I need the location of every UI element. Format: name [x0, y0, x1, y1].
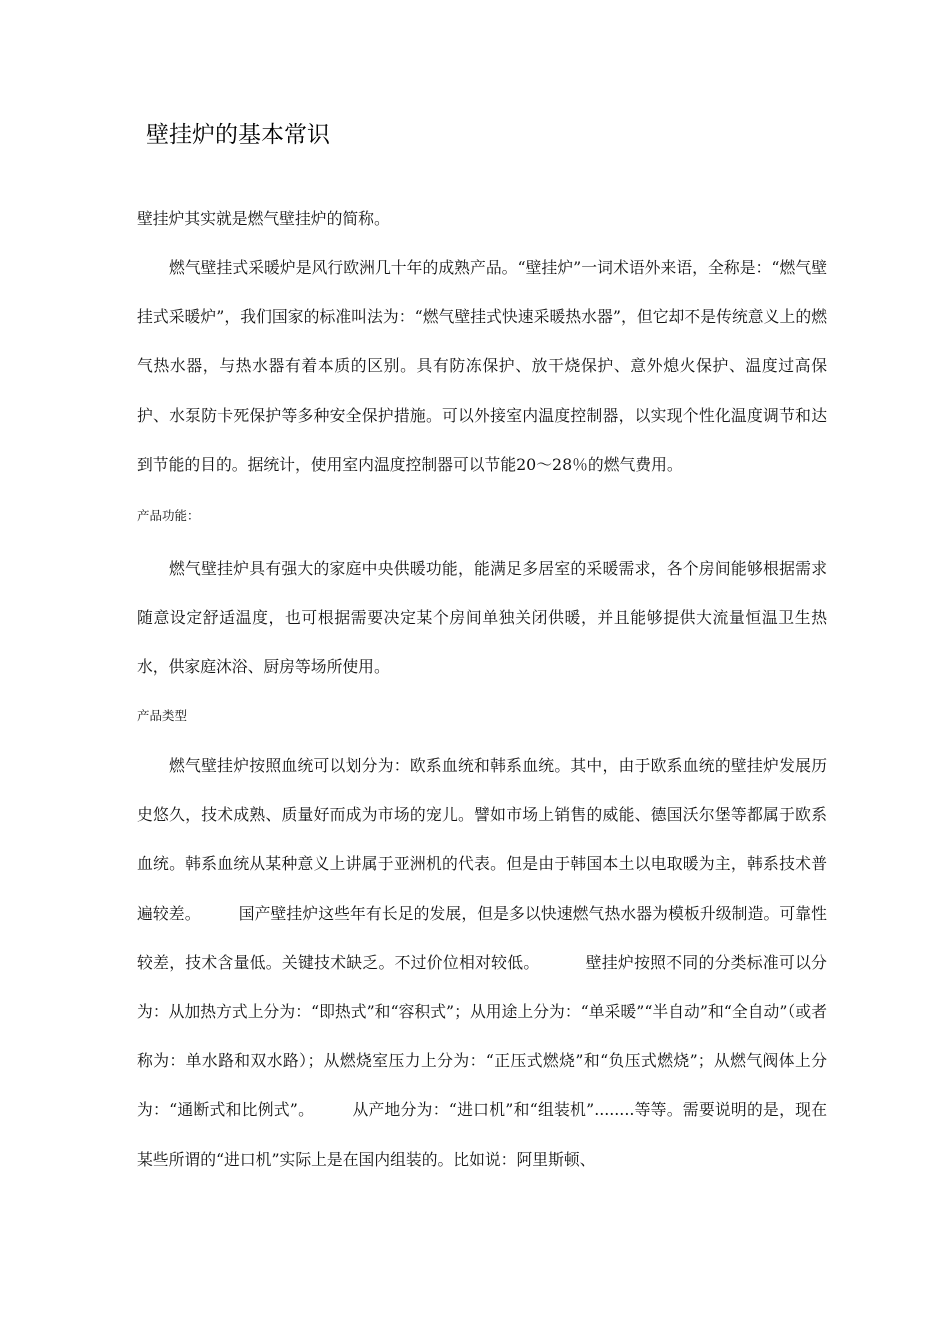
section-heading-product-type: 产品类型 — [137, 708, 188, 723]
document-title: 壁挂炉的基本常识 — [146, 122, 330, 148]
product-type-text-origin: 从产地分为：“进口机”和“组装机”........等等。需要说明的是，现在某些所谓的“进口机”实际上是在国内组装的。比如说：阿里斯顿、 — [137, 1100, 827, 1169]
product-type-text-domestic: 国产壁挂炉这些年有长足的发展，但是多以快速燃气热水器为模板升级制造。可靠性较差，技术含量低。关键技术缺乏。不过价位相对较低。 — [137, 903, 827, 972]
product-type-text-european-korean: 燃气壁挂炉按照血统可以划分为：欧系血统和韩系血统。其中，由于欧系血统的壁挂炉发展历史悠久，技术成熟、质量好而成为市场的宠儿。譬如市场上销售的威能、德国沃尔堡等都属于欧系血统。韩系血统从某种意义上讲属于亚洲机的代表。但是由于韩国本土以电取暖为主，韩系技术普遍较差。 — [137, 756, 827, 923]
section-heading-product-function: 产品功能： — [137, 508, 200, 523]
overview-paragraph: 燃气壁挂式采暖炉是风行欧洲几十年的成熟产品。“壁挂炉”一词术语外来语，全称是：“燃气壁挂式采暖炉”，我们国家的标准叫法为：“燃气壁挂式快速采暖热水器”，但它却不是传统意义上的燃气热水器，与热水器有着本质的区别。具有防冻保护、放干烧保护、意外熄火保护、温度过高保护、水泵防卡死保护等多种安全保护措施。可以外接室内温度控制器，以实现个性化温度调节和达到节能的目的。据统计，使用室内温度控制器可以节能20～28％的燃气费用。 — [137, 258, 827, 474]
product-type-paragraph — [137, 741, 827, 1184]
product-type-text-classification: 壁挂炉按照不同的分类标准可以分为：从加热方式上分为：“即热式”和“容积式”；从用途上分为：“单采暖”“半自动”和“全自动”（或者称为：单水路和双水路）；从燃烧室压力上分为：“正压式燃烧”和“负压式燃烧”；从燃气阀体上分为：“通断式和比例式”。 — [137, 952, 827, 1120]
intro-paragraph: 壁挂炉其实就是燃气壁挂炉的简称。 — [137, 209, 390, 228]
product-function-paragraph: 燃气壁挂炉具有强大的家庭中央供暖功能，能满足多居室的采暖需求，各个房间能够根据需求随意设定舒适温度，也可根据需要决定某个房间单独关闭供暖，并且能够提供大流量恒温卫生热水，供家庭沐浴、厨房等场所使用。 — [137, 559, 827, 677]
